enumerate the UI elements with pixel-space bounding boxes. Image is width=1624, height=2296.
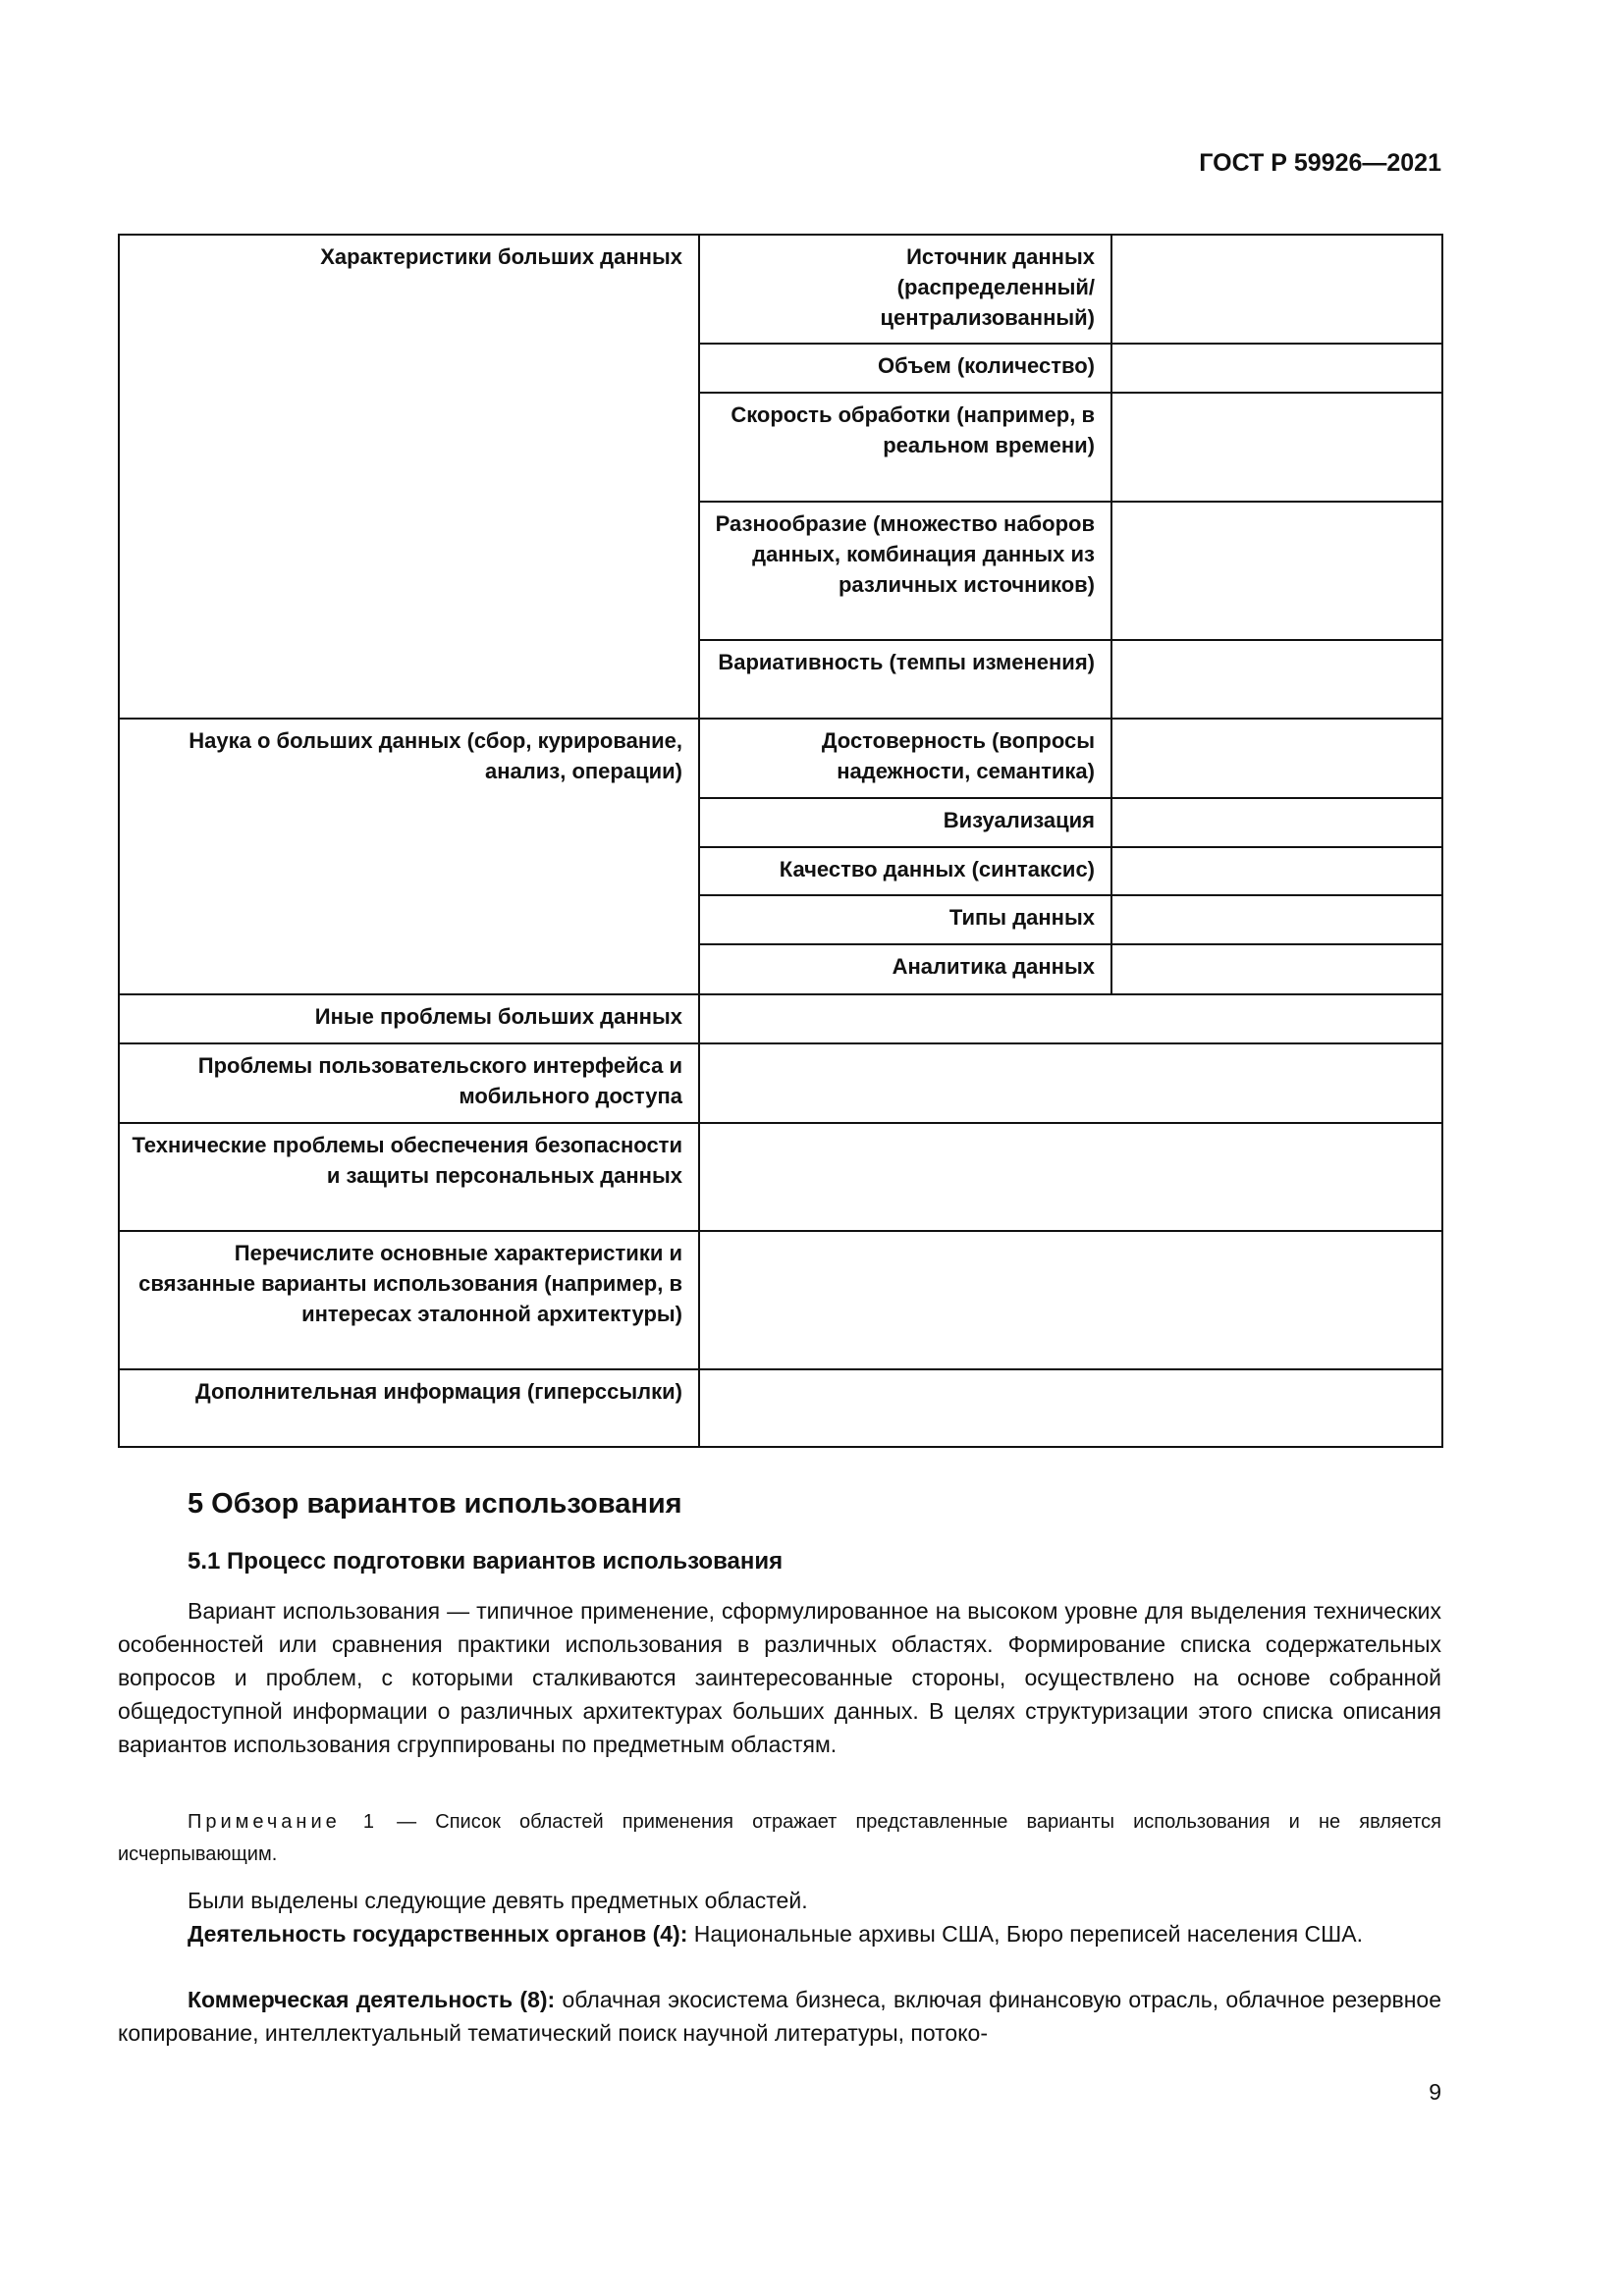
value-cell (1111, 235, 1442, 344)
value-cell (1111, 798, 1442, 847)
subsection-heading: 5.1 Процесс подготовки вариантов использования (188, 1548, 784, 1575)
item-label: Источник данных (распределенный/ централизованный) (699, 235, 1111, 344)
commercial-text: облачная экосистема бизнеса, включая финансовую отрасль, облачное резервное копирование, интеллектуальный тематический поиск научной литературы, потоко- (118, 1987, 1442, 2046)
value-cell (1111, 847, 1442, 895)
value-cell (1111, 895, 1442, 944)
item-label: Скорость обработки (например, в реальном времени) (699, 393, 1111, 502)
section-heading: 5 Обзор вариантов использования (188, 1488, 682, 1520)
value-cell (699, 1231, 1442, 1369)
value-cell (1111, 502, 1442, 640)
paragraph: Вариант использования — типичное применение, сформулированное на высоком уровне для выделения технических особенностей или сравнения практики использования в различных областях. Формирование списка содержательных вопросов и проблем, с которыми сталкиваются заинтересованные стороны, осуществлено на основе собранной общедоступной информации о различных архитектурах больших данных. В целях структуризации этого списка описания вариантов использования сгруппированы по предметным областям. (118, 1598, 1441, 1757)
value-cell (699, 1043, 1442, 1123)
value-cell (699, 994, 1442, 1043)
value-cell (1111, 719, 1442, 798)
row-label: Дополнительная информация (гиперссылки) (119, 1369, 699, 1447)
document-id: ГОСТ Р 59926—2021 (1199, 149, 1441, 177)
characteristics-table (118, 234, 1443, 1448)
paragraph: Были выделены следующие девять предметных областей. (188, 1888, 808, 1913)
item-label: Вариативность (темпы изменения) (699, 640, 1111, 719)
gov-label: Деятельность государственных органов (4): (188, 1921, 688, 1947)
page-number: 9 (1429, 2079, 1441, 2105)
value-cell (699, 1369, 1442, 1447)
row-label: Технические проблемы обеспечения безопасности и защиты персональных данных (119, 1123, 699, 1231)
item-label: Объем (количество) (699, 344, 1111, 393)
value-cell (1111, 944, 1442, 994)
value-cell (699, 1123, 1442, 1231)
row-label: Перечислите основные характеристики и связанные варианты использования (например, в интересах эталонной архитектуры) (119, 1231, 699, 1369)
item-label: Аналитика данных (699, 944, 1111, 994)
commercial-label: Коммерческая деятельность (8): (188, 1987, 556, 2012)
item-label: Типы данных (699, 895, 1111, 944)
value-cell (1111, 344, 1442, 393)
value-cell (1111, 640, 1442, 719)
value-cell (1111, 393, 1442, 502)
paragraph-commercial (118, 1983, 1441, 2050)
item-label: Визуализация (699, 798, 1111, 847)
group-label: Характеристики больших данных (119, 235, 699, 719)
row-label: Иные проблемы больших данных (119, 994, 699, 1043)
gov-text: Национальные архивы США, Бюро переписей населения США. (687, 1921, 1363, 1947)
item-label: Достоверность (вопросы надежности, семантика) (699, 719, 1111, 798)
item-label: Разнообразие (множество наборов данных, комбинация данных из различных источников) (699, 502, 1111, 640)
note (118, 1806, 1441, 1871)
note-label: Примечание 1 (188, 1811, 379, 1833)
row-label: Проблемы пользовательского интерфейса и мобильного доступа (119, 1043, 699, 1123)
item-label: Качество данных (синтаксис) (699, 847, 1111, 895)
group-label: Наука о больших данных (сбор, курирование, анализ, операции) (119, 719, 699, 994)
paragraph-gov (118, 1917, 1441, 1950)
note-text: — Список областей применения отражает представленные варианты использования и не является исчерпывающим. (118, 1811, 1441, 1865)
